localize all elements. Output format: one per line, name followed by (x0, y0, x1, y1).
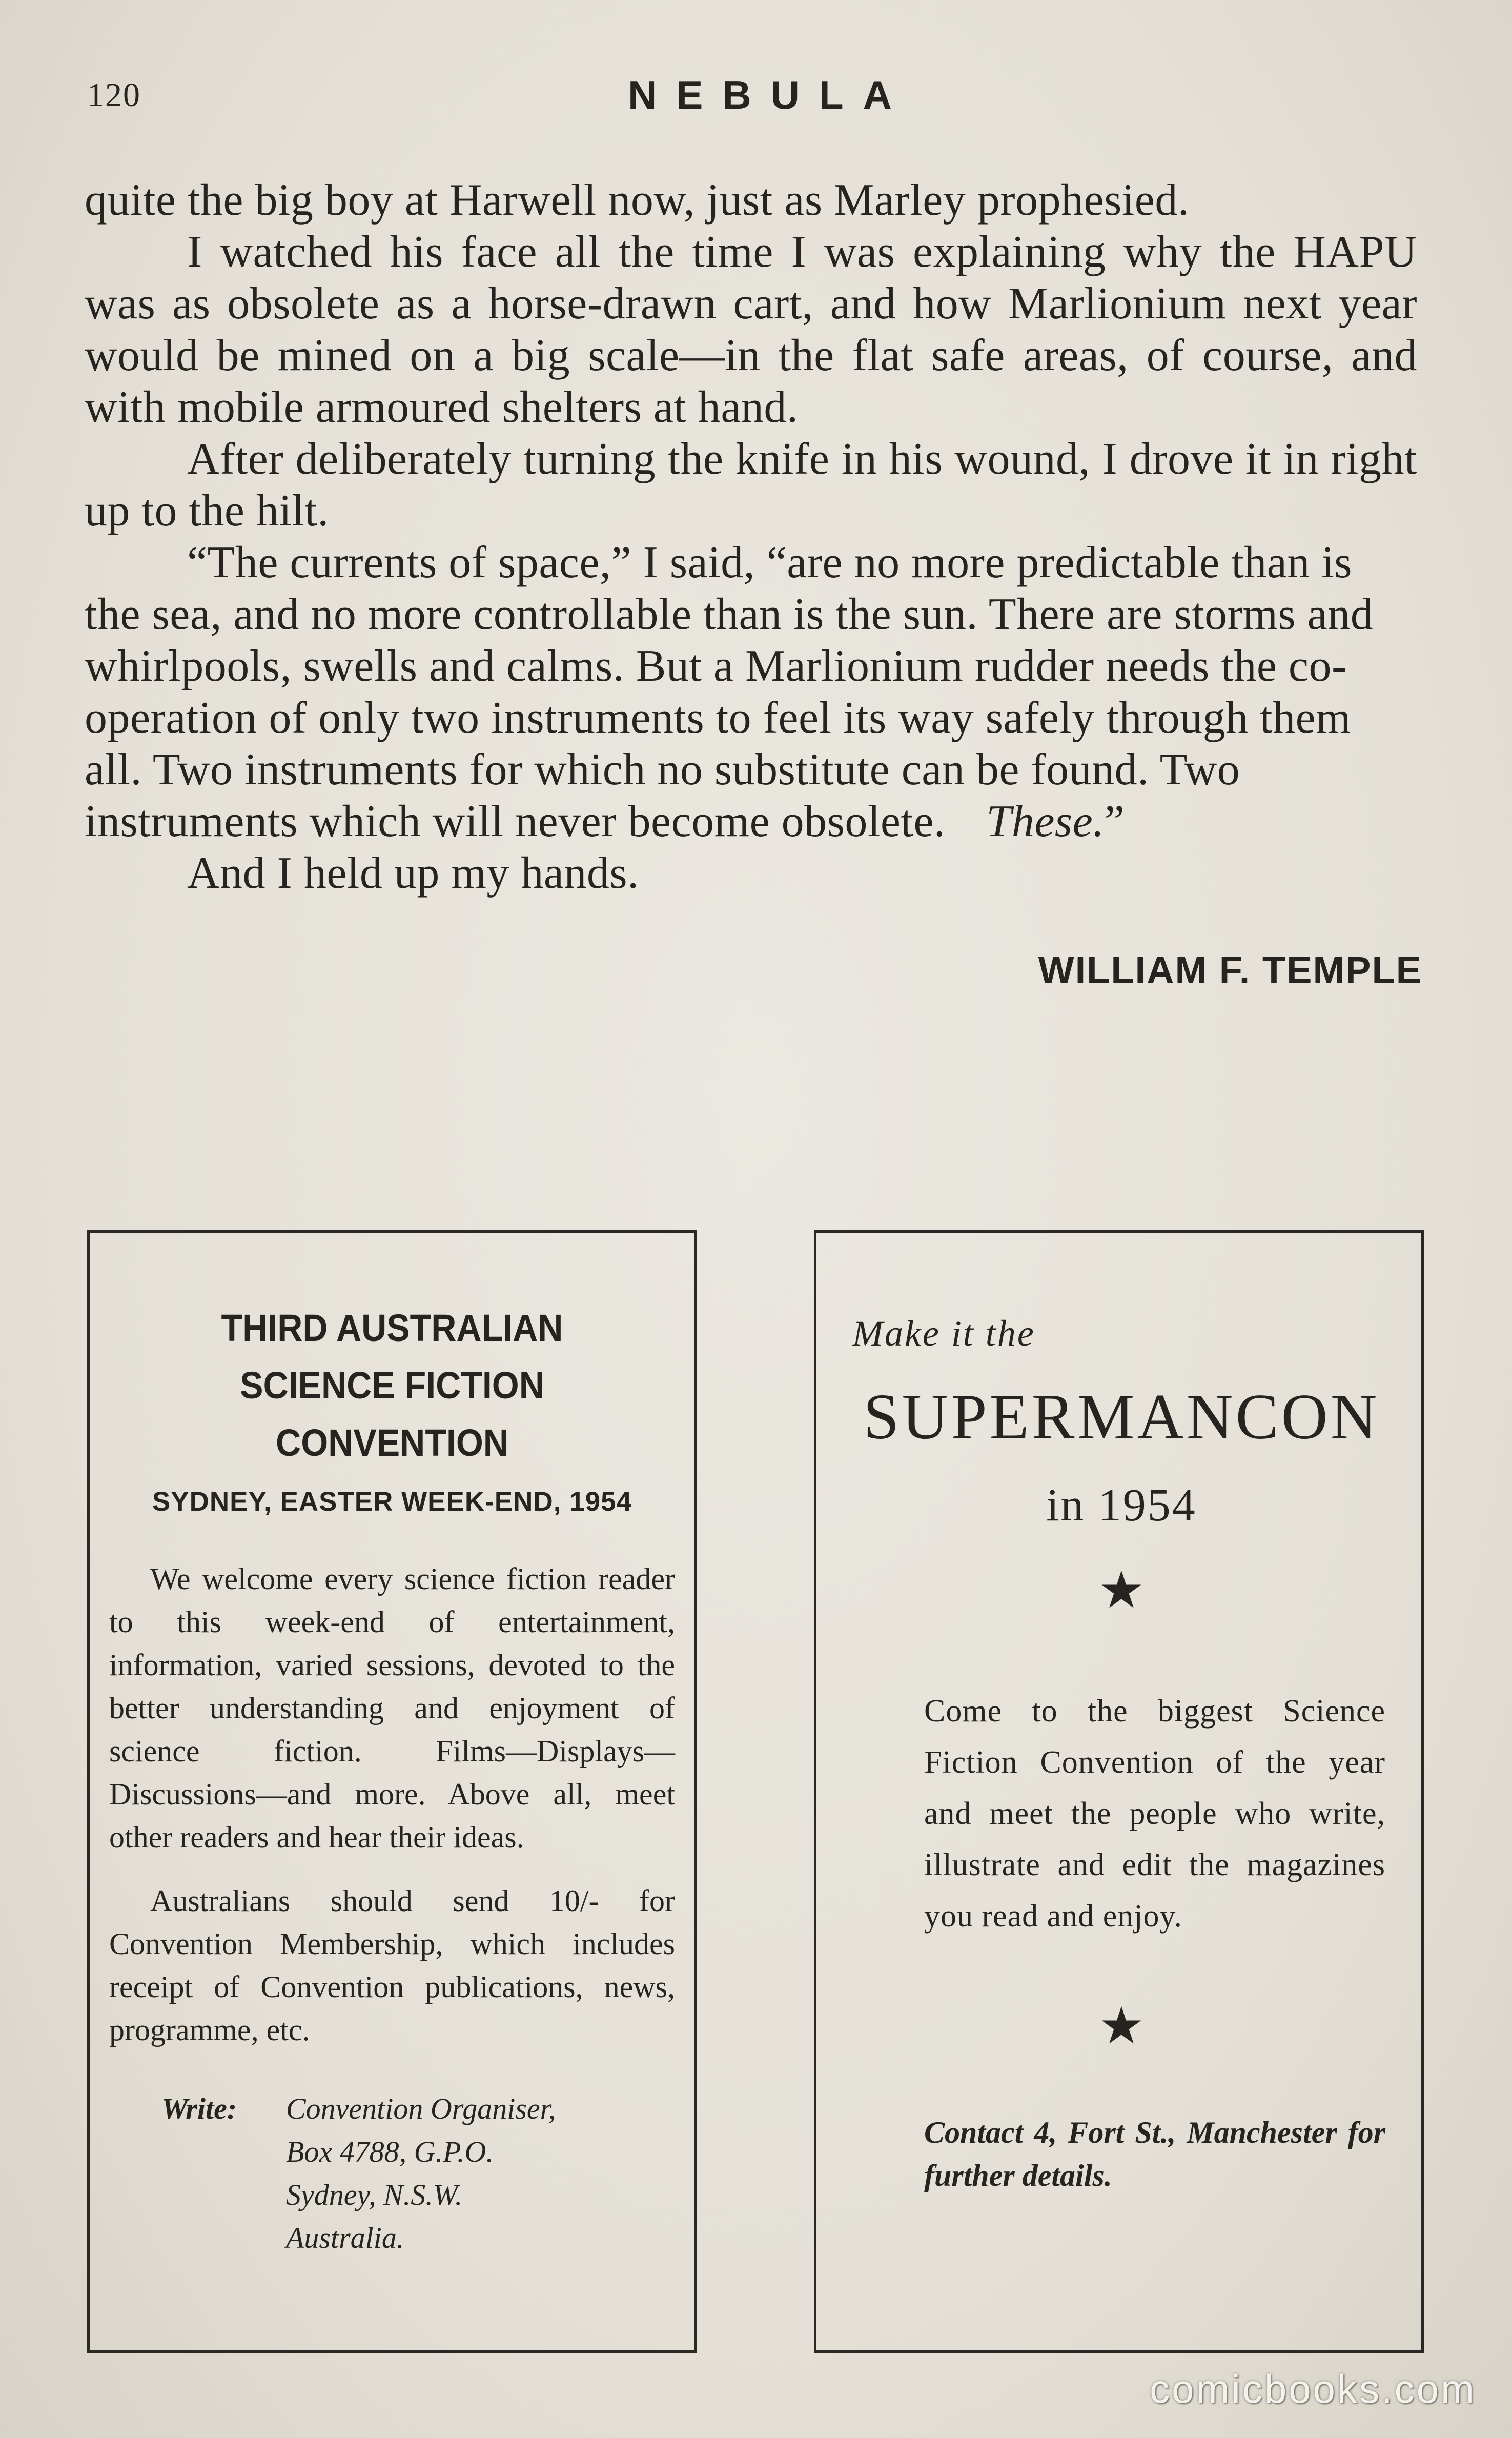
story-text (85, 174, 1417, 899)
ad-body: Come to the biggest Science Fiction Convention of the year and meet the people who write, illustrate and edit the magazines you read and enjoy. (924, 1694, 1385, 1934)
story-paragraph (85, 537, 1417, 847)
supermancon-ad (814, 1230, 1424, 2353)
address-line: Australia. (286, 2221, 404, 2254)
ad-body-welcome: We welcome every science fiction reader to this week-end of entertainment, information, varied sessions, devoted to the better understanding and enjoyment of science fiction. Films—Displays—Discussions—and more. Above all, meet other readers and hear their ideas. (109, 1562, 675, 1854)
watermark: comicbooks.com (1150, 2366, 1476, 2411)
make-it-the: Make it the (852, 1313, 1035, 1354)
dialogue-text: “The currents of space,” I said, “are no more predictable than is the sea, and no more controllable than is the sun. There are storms and whirlpools, swells and calms. But a Marlionium rudder needs the co-operation of only two instruments to feel its way safely through them all. Two instruments for which no substitute can be found. Two instruments which will never become obsolete. (85, 538, 1374, 846)
author-byline: WILLIAM F. TEMPLE (1038, 949, 1422, 991)
contact-line: Contact 4, Fort St., Manchester for further details. (924, 2116, 1385, 2192)
ad-subtitle: SYDNEY, EASTER WEEK-END, 1954 (152, 1487, 632, 1517)
star-icon: ★ (1098, 1998, 1145, 2055)
story-paragraph: quite the big boy at Harwell now, just as Marley prophesied. (85, 175, 1190, 225)
ad-title-line-2: SCIENCE FICTION CONVENTION (240, 1364, 544, 1464)
star-icon: ★ (1098, 1562, 1145, 1619)
journal-title: NEBULA (628, 72, 911, 117)
australian-convention-ad (87, 1230, 697, 2353)
running-head (0, 72, 1512, 118)
ad-body-membership: Australians should send 10/- for Convention Membership, which includes receipt of Convention publications, news, programme, etc. (109, 1884, 675, 2047)
address-line: Convention Organiser, (286, 2092, 556, 2125)
story-paragraph: I watched his face all the time I was explaining why the HAPU was as obsolete as a horse-drawn cart, and how Marlionium next year would be mined on a big scale—in the flat safe areas, of course, and with mobile armoured shelters at hand. (85, 227, 1417, 432)
story-paragraph: And I held up my hands. (187, 848, 639, 898)
ad-title-line-1: THIRD AUSTRALIAN (221, 1307, 563, 1349)
address-block (109, 2087, 675, 2260)
address-line: Sydney, N.S.W. (286, 2178, 463, 2211)
supermancon-title: SUPERMANCON (863, 1381, 1380, 1453)
write-label: Write: (161, 2092, 237, 2125)
story-paragraph: After deliberately turning the knife in his wound, I drove it in right up to the hilt. (85, 434, 1417, 536)
in-year: in 1954 (1046, 1480, 1197, 1531)
address-line: Box 4788, G.P.O. (286, 2135, 494, 2168)
closing-quote: ” (1104, 797, 1125, 846)
emphasis-these: These. (986, 797, 1105, 846)
page-number: 120 (87, 76, 141, 114)
